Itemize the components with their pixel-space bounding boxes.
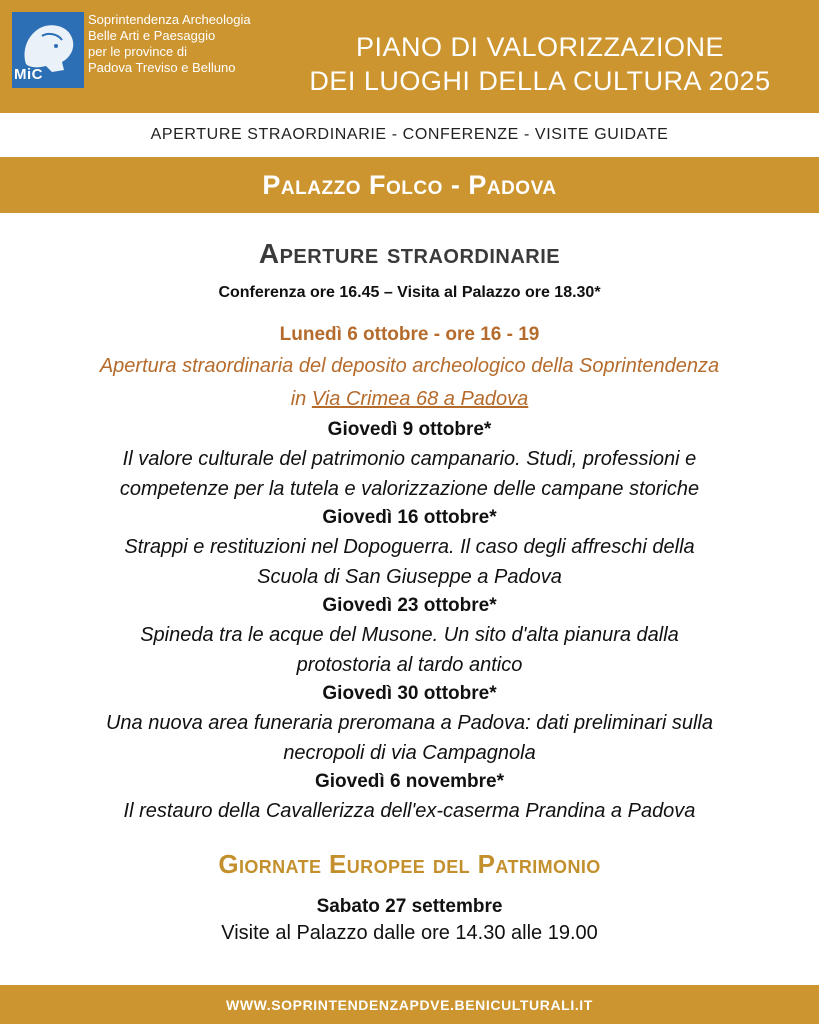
main-content [0,232,819,946]
event-desc: protostoria al tardo antico [296,654,523,676]
hours-info: Conferenza ore 16.45 – Visita al Palazzo ore 18.30* [218,284,601,301]
event-date: Giovedì 23 ottobre* [322,595,497,616]
title-line-1: PIANO DI VALORIZZAZIONE [355,32,725,62]
event-desc: Il valore culturale del patrimonio campanario. Studi, professioni e [122,448,697,470]
event-date: Giovedì 6 novembre* [314,771,504,792]
event-desc: Una nuova area funeraria preromana a Padova: dati preliminari sulla [105,712,713,734]
venue-banner: Palazzo Folco - Padova [0,157,819,213]
event-desc: Strappi e restituzioni nel Dopoguerra. Il caso degli affreschi della [124,536,695,558]
institution-line: Padova Treviso e Belluno [88,60,236,75]
header-banner [0,0,819,113]
title-line-2: DEI LUOGHI DELLA CULTURA 2025 [309,66,771,96]
event-item [0,504,819,592]
page-title [290,30,790,98]
event-desc: necropoli di via Campagnola [283,742,536,764]
event-item [0,768,819,826]
institution-line: Belle Arti e Paesaggio [88,28,216,43]
event-item [0,680,819,768]
event-desc: Scuola di San Giuseppe a Padova [257,566,562,588]
event-item [0,592,819,680]
event-item [0,416,819,504]
special-opening-date: Lunedì 6 ottobre - ore 16 - 19 [279,324,540,345]
event-date: Giovedì 30 ottobre* [322,683,497,704]
gep-title: Giornate Europee del Patrimonio [218,849,601,879]
gep-desc: Visite al Palazzo dalle ore 14.30 alle 19.00 [221,922,598,944]
event-date: Giovedì 16 ottobre* [322,507,497,528]
section-title: Aperture straordinarie [258,238,561,269]
event-desc: Spineda tra le acque del Musone. Un sito d'alta pianura dalla [140,624,679,646]
event-desc: competenze per la tutela e valorizzazione delle campane storiche [119,478,700,500]
location-prefix: in [290,388,312,410]
mic-logo-text: MiC [14,66,43,83]
gep-date: Sabato 27 settembre [316,896,503,917]
institution-line: Soprintendenza Archeologia [88,12,251,27]
subtitle: APERTURE STRAORDINARIE - CONFERENZE - VISITE GUIDATE [150,126,669,143]
institution-line: per le province di [88,44,187,59]
event-date: Giovedì 9 ottobre* [327,419,492,440]
institution-name [88,12,298,76]
location-link[interactable]: Via Crimea 68 a Padova [311,388,529,410]
footer-url[interactable]: WWW.SOPRINTENDENZAPDVE.BENICULTURALI.IT [0,985,819,1024]
event-desc: Il restauro della Cavallerizza dell'ex-caserma Prandina a Padova [123,800,696,822]
special-opening-location [0,383,819,416]
special-opening-desc: Apertura straordinaria del deposito archeologico della Soprintendenza [99,355,720,377]
